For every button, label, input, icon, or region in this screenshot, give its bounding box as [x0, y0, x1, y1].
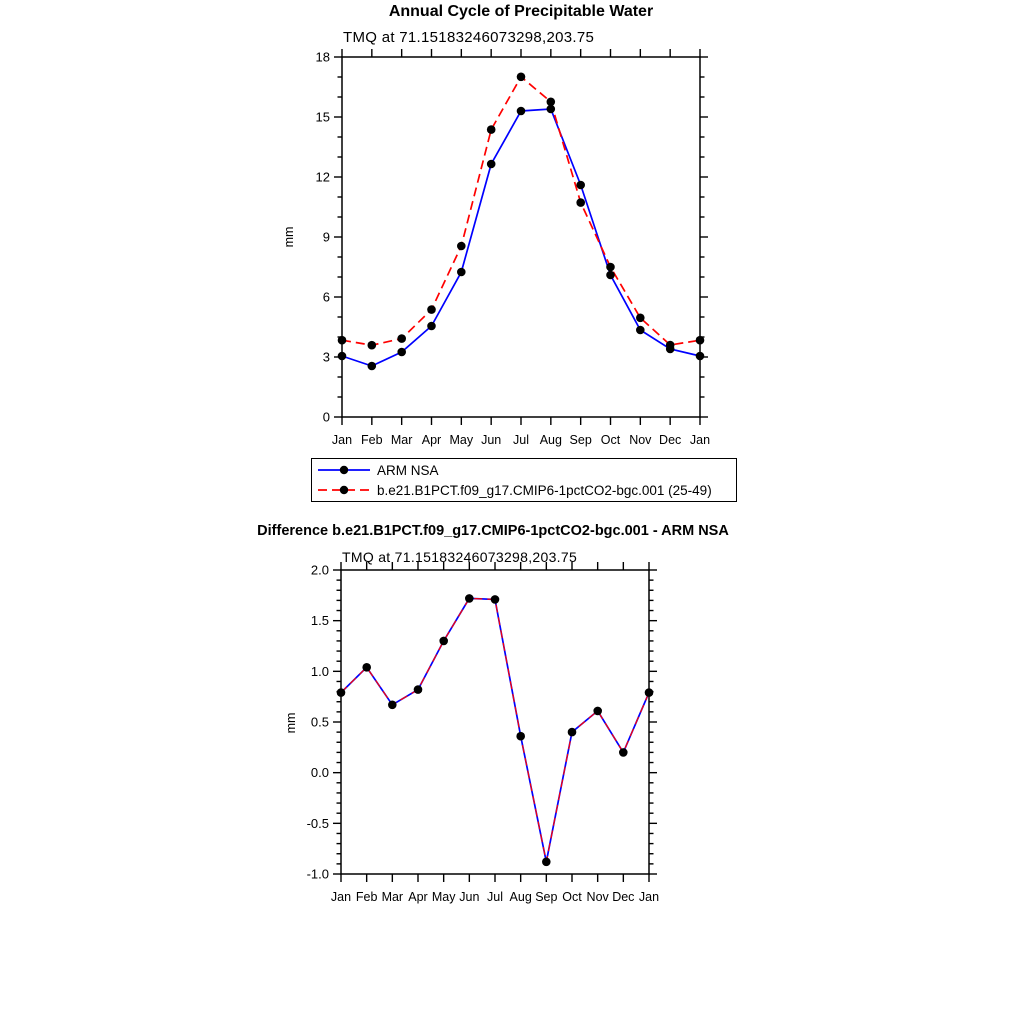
plot-area [307, 562, 660, 904]
svg-text:Aug: Aug [509, 890, 532, 904]
svg-text:9: 9 [322, 229, 330, 245]
svg-text:Nov: Nov [586, 890, 609, 904]
svg-text:12: 12 [315, 169, 330, 185]
svg-text:Apr: Apr [408, 890, 428, 904]
svg-text:Sep: Sep [535, 890, 558, 904]
svg-text:Dec: Dec [659, 433, 682, 447]
svg-text:Jun: Jun [459, 890, 480, 904]
y-axis-label-mm: mm [284, 712, 298, 734]
difference-plot [270, 560, 700, 915]
svg-text:0.5: 0.5 [310, 714, 329, 730]
svg-text:May: May [449, 433, 474, 447]
red-dashed-line-sample [316, 482, 372, 498]
svg-text:Mar: Mar [381, 890, 404, 904]
plot-area [316, 49, 711, 447]
difference-title: Difference b.e21.B1PCT.f09_g17.CMIP6-1pctCO2-bgc.001 - ARM NSA [257, 523, 729, 539]
svg-text:Jan: Jan [638, 890, 660, 904]
annual-cycle-title: Annual Cycle of Precipitable Water [388, 3, 654, 20]
svg-text:Jun: Jun [481, 433, 502, 447]
y-axis-label-mm: mm [282, 226, 296, 248]
legend [311, 458, 737, 502]
svg-text:6: 6 [322, 289, 330, 305]
annual-cycle-plot [270, 45, 760, 460]
svg-text:Aug: Aug [539, 433, 562, 447]
svg-text:Apr: Apr [421, 433, 442, 447]
svg-text:-0.5: -0.5 [306, 815, 329, 831]
svg-text:Dec: Dec [612, 890, 635, 904]
svg-text:Sep: Sep [569, 433, 592, 447]
svg-text:18: 18 [315, 49, 330, 65]
svg-text:0: 0 [322, 409, 330, 425]
svg-text:Feb: Feb [355, 890, 378, 904]
marker-dot-icon [340, 486, 348, 494]
svg-text:Mar: Mar [390, 433, 413, 447]
svg-text:Jan: Jan [331, 433, 353, 447]
svg-text:May: May [431, 890, 456, 904]
svg-text:Jan: Jan [689, 433, 711, 447]
svg-text:Feb: Feb [361, 433, 383, 447]
svg-text:Jan: Jan [330, 890, 352, 904]
svg-text:1.0: 1.0 [310, 663, 329, 679]
svg-text:0.0: 0.0 [310, 765, 329, 781]
svg-text:Oct: Oct [562, 890, 582, 904]
annual-cycle-subtitle: TMQ at 71.15183246073298,203.75 [343, 29, 595, 46]
svg-text:15: 15 [315, 109, 330, 125]
svg-text:2.0: 2.0 [310, 562, 329, 578]
legend-item-arm-nsa [316, 460, 732, 480]
legend-item-model [316, 480, 732, 500]
svg-text:-1.0: -1.0 [306, 866, 329, 882]
svg-text:Jul: Jul [487, 890, 503, 904]
difference-subtitle: TMQ at 71.15183246073298,203.75 [342, 549, 578, 565]
svg-text:3: 3 [322, 349, 330, 365]
svg-text:Jul: Jul [513, 433, 529, 447]
svg-text:1.5: 1.5 [310, 613, 329, 629]
blue-solid-line-sample [316, 462, 372, 478]
svg-text:Oct: Oct [600, 433, 621, 447]
legend-label-model: b.e21.B1PCT.f09_g17.CMIP6-1pctCO2-bgc.001 (25-49) [377, 482, 712, 498]
marker-dot-icon [340, 466, 348, 474]
svg-text:Nov: Nov [629, 433, 652, 447]
legend-label-arm-nsa: ARM NSA [377, 462, 439, 478]
